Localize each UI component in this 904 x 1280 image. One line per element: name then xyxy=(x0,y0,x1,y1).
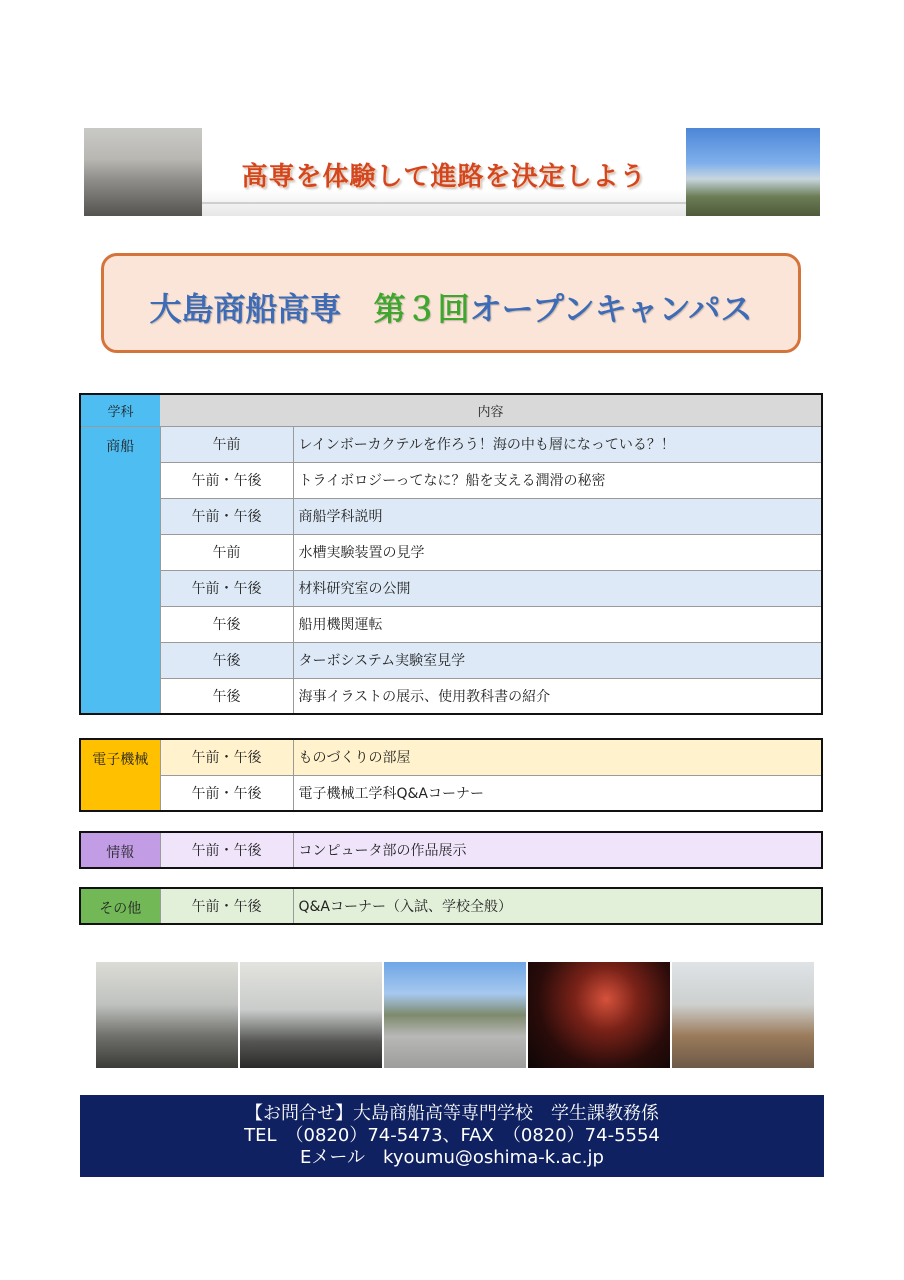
time-cell: 午前・午後 xyxy=(160,498,293,534)
time-cell: 午前 xyxy=(160,534,293,570)
contact-office: 【お問合せ】大島商船高等専門学校 学生課教務係 xyxy=(245,1103,659,1124)
classroom-photo xyxy=(84,128,202,216)
table-row xyxy=(80,462,822,498)
contact-footer xyxy=(80,1095,824,1177)
banner-title: 高専を体験して進路を決定しよう xyxy=(241,162,647,192)
contact-email: Eメール kyoumu@oshima-k.ac.jp xyxy=(300,1147,604,1168)
content-cell: トライボロジーってなに？船を支える潤滑の秘密 xyxy=(293,462,822,498)
department-joho: 情報 xyxy=(80,832,160,868)
content-cell: 水槽実験装置の見学 xyxy=(293,534,822,570)
table-row xyxy=(80,534,822,570)
time-cell: 午前・午後 xyxy=(160,775,293,811)
table-row xyxy=(80,498,822,534)
denshi-program-table xyxy=(79,738,823,812)
table-header-row xyxy=(80,394,822,426)
banner-divider xyxy=(202,202,686,204)
projection-demo-photo xyxy=(528,962,670,1068)
content-cell: Q&Aコーナー（入試、学校全般） xyxy=(293,888,822,924)
content-cell: 電子機械工学科Q&Aコーナー xyxy=(293,775,822,811)
time-cell: 午前・午後 xyxy=(160,888,293,924)
time-cell: 午後 xyxy=(160,678,293,714)
time-cell: 午前・午後 xyxy=(160,462,293,498)
time-cell: 午前・午後 xyxy=(160,739,293,775)
table-row xyxy=(80,775,822,811)
content-cell: ものづくりの部屋 xyxy=(293,739,822,775)
contact-phone-fax: TEL （0820）74-5473、FAX （0820）74-5554 xyxy=(244,1125,660,1146)
content-cell: コンピュータ部の作品展示 xyxy=(293,832,822,868)
table-row xyxy=(80,606,822,642)
content-cell: 材料研究室の公開 xyxy=(293,570,822,606)
department-other: その他 xyxy=(80,888,160,924)
table-row xyxy=(80,739,822,775)
table-row xyxy=(80,888,822,924)
open-campus-title xyxy=(104,284,798,330)
header-content: 内容 xyxy=(160,394,822,426)
other-program-table xyxy=(79,887,823,925)
table-row xyxy=(80,426,822,462)
department-denshi: 電子機械 xyxy=(80,739,160,811)
time-cell: 午前・午後 xyxy=(160,832,293,868)
table-row xyxy=(80,832,822,868)
outdoor-demo-photo xyxy=(384,962,526,1068)
title-school: 大島商船高専 xyxy=(149,290,342,328)
content-cell: 商船学科説明 xyxy=(293,498,822,534)
workshop-photo xyxy=(672,962,814,1068)
content-cell: 海事イラストの展示、使用教科書の紹介 xyxy=(293,678,822,714)
header-department: 学科 xyxy=(80,394,160,426)
department-shosen: 商船 xyxy=(80,426,160,714)
joho-program-table xyxy=(79,831,823,869)
time-cell: 午前 xyxy=(160,426,293,462)
title-event: オープンキャンパス xyxy=(469,290,753,328)
header-banner xyxy=(84,128,820,216)
content-cell: レインボーカクテルを作ろう！海の中も層になっている？！ xyxy=(293,426,822,462)
time-cell: 午前・午後 xyxy=(160,570,293,606)
banner-title-area xyxy=(202,128,686,216)
shosen-program-table xyxy=(79,393,823,715)
table-row xyxy=(80,570,822,606)
lecture-room-photo xyxy=(240,962,382,1068)
open-campus-title-box xyxy=(101,253,801,353)
title-edition: 第３回 xyxy=(373,290,470,328)
table-row xyxy=(80,642,822,678)
table-row xyxy=(80,678,822,714)
photo-strip xyxy=(96,962,814,1068)
time-cell: 午後 xyxy=(160,642,293,678)
campus-photo xyxy=(686,128,820,216)
time-cell: 午後 xyxy=(160,606,293,642)
content-cell: ターボシステム実験室見学 xyxy=(293,642,822,678)
content-cell: 船用機関運転 xyxy=(293,606,822,642)
lab-photo xyxy=(96,962,238,1068)
